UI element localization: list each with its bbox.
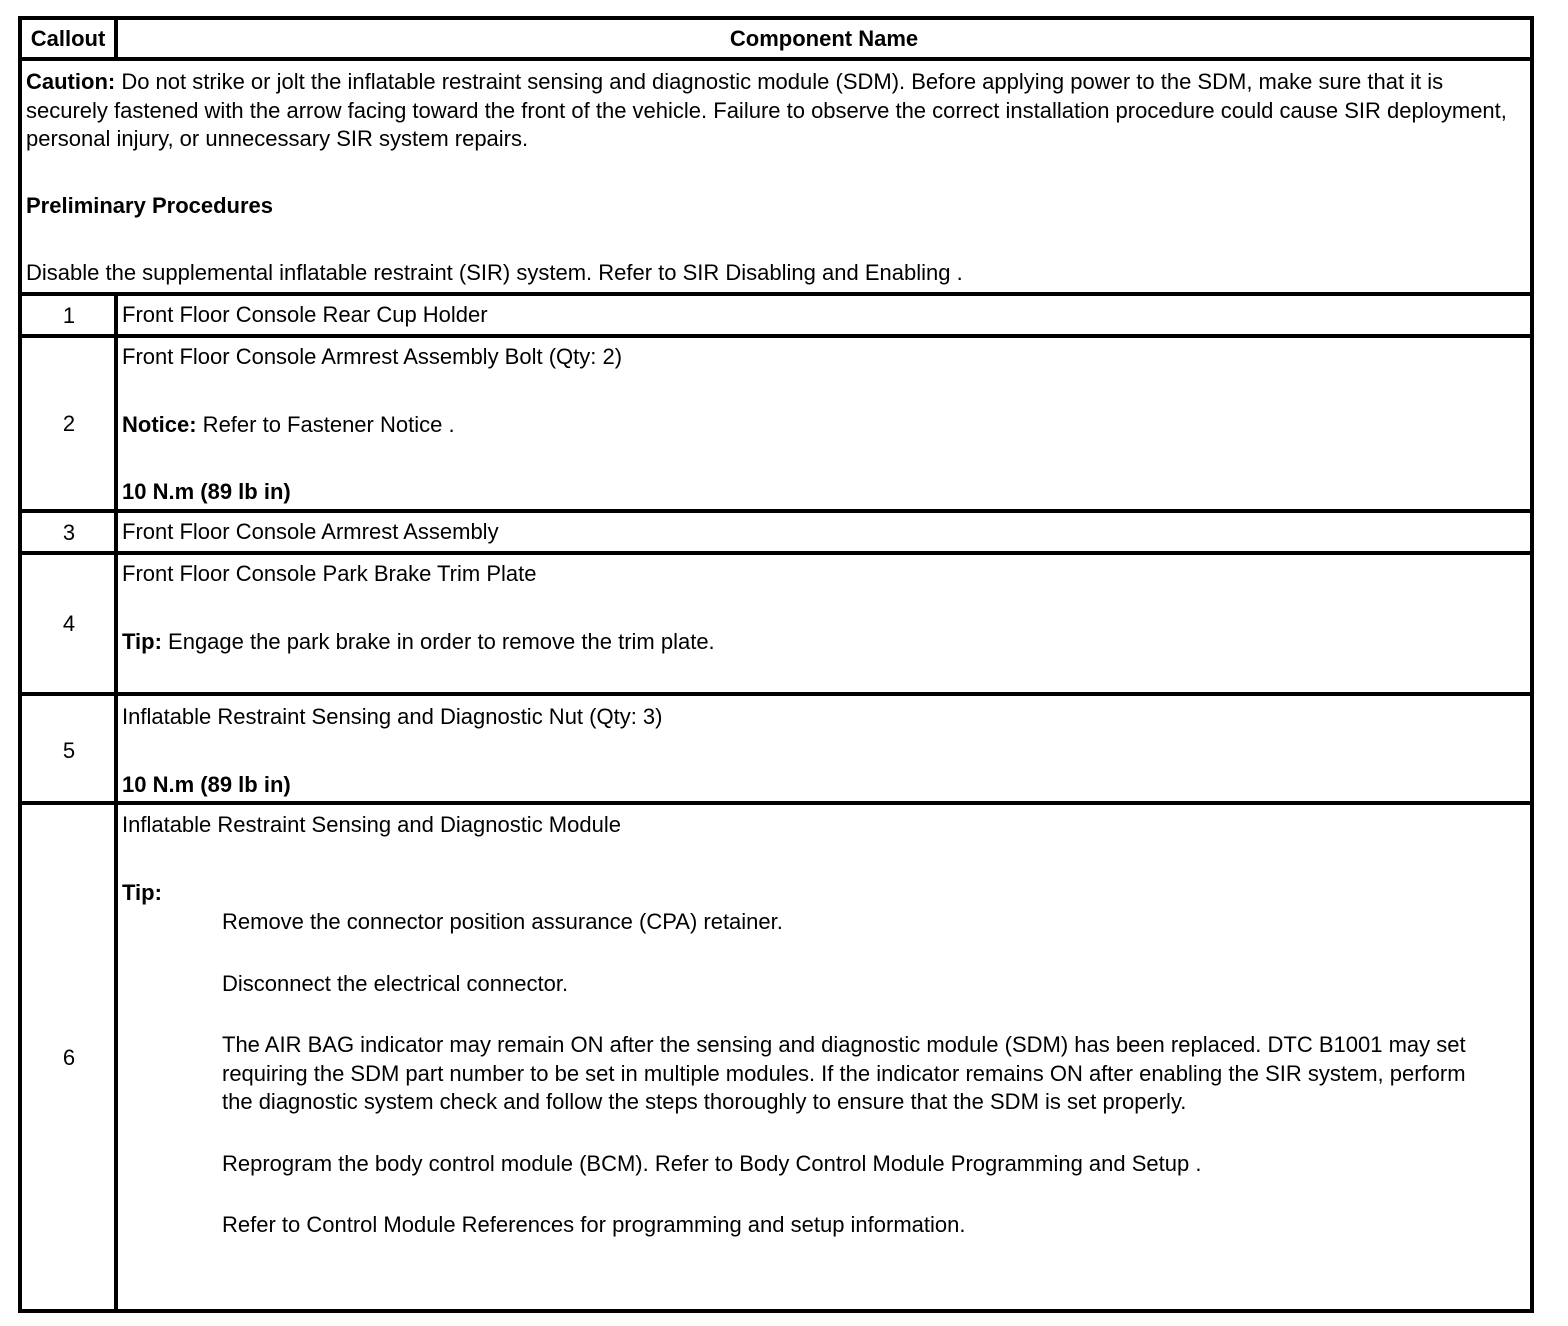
tip-text: Engage the park brake in order to remove the trim plate.	[161, 628, 715, 654]
caution-paragraph	[26, 68, 1528, 154]
torque-spec: 10 N.m (89 lb in)	[122, 771, 291, 797]
row-divider	[18, 57, 1534, 61]
header-callout: Callout	[30, 26, 106, 51]
column-divider	[114, 292, 118, 1313]
notice-line	[122, 411, 1526, 440]
notice-label: Notice:	[122, 411, 197, 437]
component-name: Front Floor Console Park Brake Trim Plate	[122, 561, 537, 586]
component-name: Front Floor Console Rear Cup Holder	[122, 302, 488, 327]
notice-text: Refer to Fastener Notice .	[196, 411, 455, 437]
preliminary-procedures-title: Preliminary Procedures	[26, 192, 274, 218]
row-divider	[18, 801, 1534, 805]
component-cell	[122, 811, 1526, 1240]
table-border-top	[18, 16, 1534, 20]
header-component-name: Component Name	[729, 26, 919, 51]
callout-number: 1	[62, 303, 76, 328]
row-divider	[18, 509, 1534, 513]
row-divider	[18, 334, 1534, 338]
tip-label: Tip:	[122, 879, 162, 905]
preliminary-procedures-text: Disable the supplemental inflatable restraint (SIR) system. Refer to SIR Disabling and Enabling .	[26, 260, 963, 285]
component-name: Front Floor Console Armrest Assembly Bolt (Qty: 2)	[122, 344, 623, 369]
caution-label: Caution:	[26, 69, 116, 94]
caution-block	[26, 68, 1528, 288]
tip-label: Tip:	[122, 628, 162, 654]
row-divider	[18, 551, 1534, 555]
row-divider	[18, 692, 1534, 696]
callout-number: 6	[62, 1045, 76, 1070]
torque-spec: 10 N.m (89 lb in)	[122, 479, 291, 504]
component-table	[18, 16, 1534, 1313]
component-cell	[122, 560, 1526, 656]
component-name: Front Floor Console Armrest Assembly	[122, 519, 499, 544]
row-divider	[18, 292, 1534, 296]
tip-item: Reprogram the body control module (BCM). Refer to Body Control Module Programming and Setup .	[222, 1150, 1202, 1176]
component-name: Inflatable Restraint Sensing and Diagnostic Module	[122, 812, 621, 837]
callout-number: 2	[62, 411, 76, 436]
tip-item: Refer to Control Module References for programming and setup information.	[222, 1212, 966, 1237]
tip-item: Disconnect the electrical connector.	[222, 970, 569, 996]
table-border-right	[1530, 16, 1534, 1313]
table-border-bottom	[18, 1309, 1534, 1313]
tip-line	[122, 628, 1526, 657]
component-cell	[122, 703, 1526, 799]
callout-number: 3	[62, 520, 76, 545]
tip-item: The AIR BAG indicator may remain ON after the sensing and diagnostic module (SDM) has been replaced. DTC B1001 may set requiring the SDM part number to be set in multiple modules. If the indicator remains ON after enabling the SIR system, perform the diagnostic system check and follow the steps thoroughly to ensure that the SDM is set properly.	[222, 1032, 1466, 1114]
caution-text: Do not strike or jolt the inflatable restraint sensing and diagnostic module (SDM). Before applying power to the SDM, make sure that it is securely fastened with the arrow facing toward the front of the vehicle. Failure to observe the correct installation procedure could cause SIR deployment, personal injury, or unnecessary SIR system repairs.	[26, 69, 1507, 151]
callout-number: 4	[62, 611, 76, 636]
tip-item: Remove the connector position assurance (CPA) retainer.	[222, 909, 783, 934]
callout-number: 5	[62, 738, 76, 763]
component-cell	[122, 343, 1526, 507]
table-border-left	[18, 16, 22, 1313]
component-name: Inflatable Restraint Sensing and Diagnostic Nut (Qty: 3)	[122, 704, 663, 729]
